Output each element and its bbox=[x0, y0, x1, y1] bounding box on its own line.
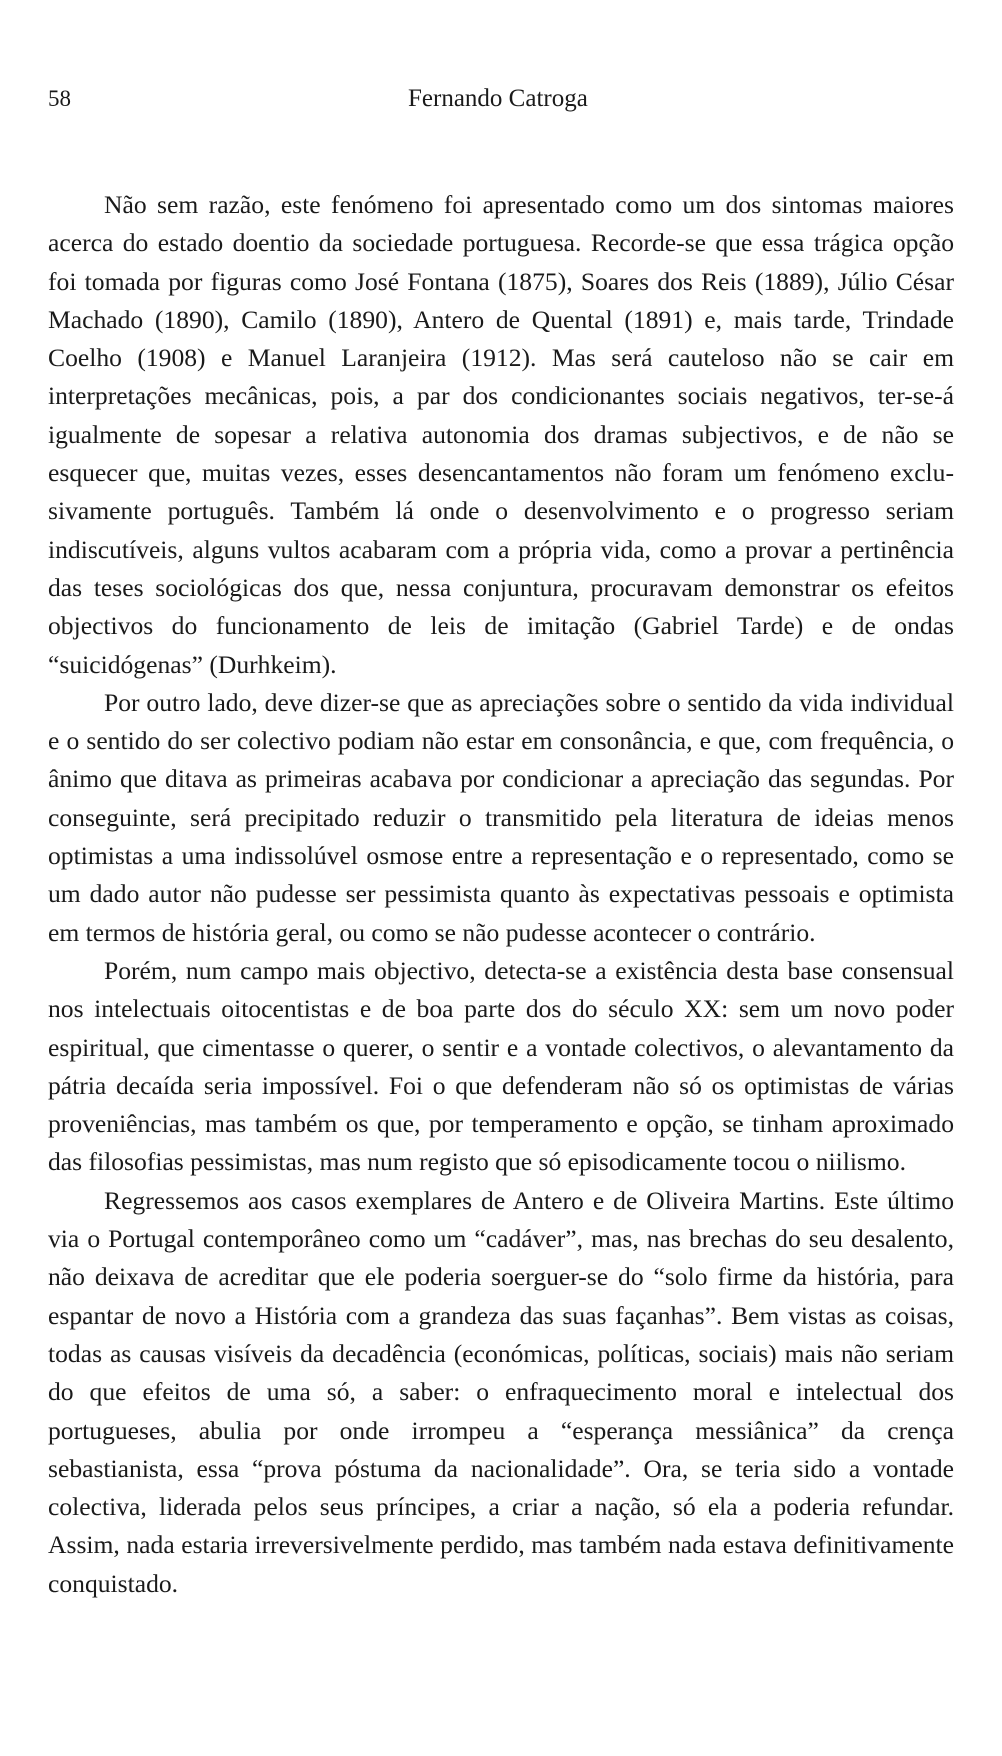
paragraph: Por outro lado, deve dizer-se que as apreciações sobre o sentido da vida individual e o sentido do ser colectivo podiam não estar em consonância, e que, com frequência, o ânimo que ditava as primeiras acabava por condicionar a apreciação das segundas. Por conseguinte, será precipitado reduzir o transmitido pela literatura de ideias menos optimistas a uma indissolúvel osmose entre a representação e o representado, como se um dado autor não pudesse ser pessimista quanto às expectativas pessoais e optimista em termos de história geral, ou como se não pudesse acontecer o contrário. bbox=[48, 687, 954, 947]
page-number: 58 bbox=[48, 86, 71, 111]
paragraph: Não sem razão, este fenómeno foi apresentado como um dos sintomas maiores acerca do estado doentio da sociedade portuguesa. Recorde-se que essa trágica opção foi tomada por figuras como José Fontana (1875), Soares dos Reis (1889), Júlio César Machado (1890), Camilo (1890), Antero de Quental (1891) e, mais tarde, Trindade Coelho (1908) e Manuel Laranjeira (1912). Mas será cauteloso não se cair em interpretações mecânicas, pois, a par dos condicionantes sociais negativos, ter-se-á igualmente de sopesar a relativa autonomia dos dramas subjectivos, e de não se esquecer que, muitas vezes, esses desencantamentos não foram um fenómeno exclusivamente português. Também lá onde o desenvolvimento e o progresso seriam indiscutíveis, alguns vultos acabaram com a própria vida, como a provar a pertinência das teses sociológicas dos que, nessa conjuntura, procuravam demonstrar os efeitos objectivos do funcionamento de leis de imitação (Gabriel Tarde) e de ondas “suicidógenas” (Durhkeim). bbox=[48, 190, 954, 679]
running-title: Fernando Catroga bbox=[408, 85, 588, 112]
paragraph: Porém, num campo mais objectivo, detecta-se a existência desta base consensual nos intelectuais oitocentistas e de boa parte dos do século XX: sem um novo poder espiritual, que cimentasse o querer, o sentir e a vontade colectivos, o alevantamento da pátria decaída seria impossível. Foi o que defenderam não só os optimistas de várias proveniências, mas também os que, por temperamento e opção, se tinham aproximado das filosofias pessimistas, mas num registo que só episodicamente tocou o niilismo. bbox=[48, 955, 954, 1177]
paragraph: Regressemos aos casos exemplares de Antero e de Oliveira Martins. Este último via o Portugal contemporâneo como um “cadáver”, mas, nas brechas do seu desalento, não deixava de acreditar que ele poderia soerguer-se do “solo firme da história, para espantar de novo a História com a grandeza das suas façanhas”. Bem vistas as coisas, todas as causas visíveis da decadência (económicas, políticas, sociais) mais não seriam do que efeitos de uma só, a saber: o enfraquecimento moral e intelectual dos portugueses, abulia por onde irrompeu a “esperança messiânica” da crença sebastianista, essa “prova póstuma da nacionalidade”. Ora, se teria sido a vontade colectiva, liderada pelos seus príncipes, a criar a nação, só ela a poderia refundar. Assim, nada estaria irreversivelmente perdido, mas também nada estava definitivamente conquistado. bbox=[48, 1185, 954, 1598]
body-text bbox=[48, 186, 954, 1603]
